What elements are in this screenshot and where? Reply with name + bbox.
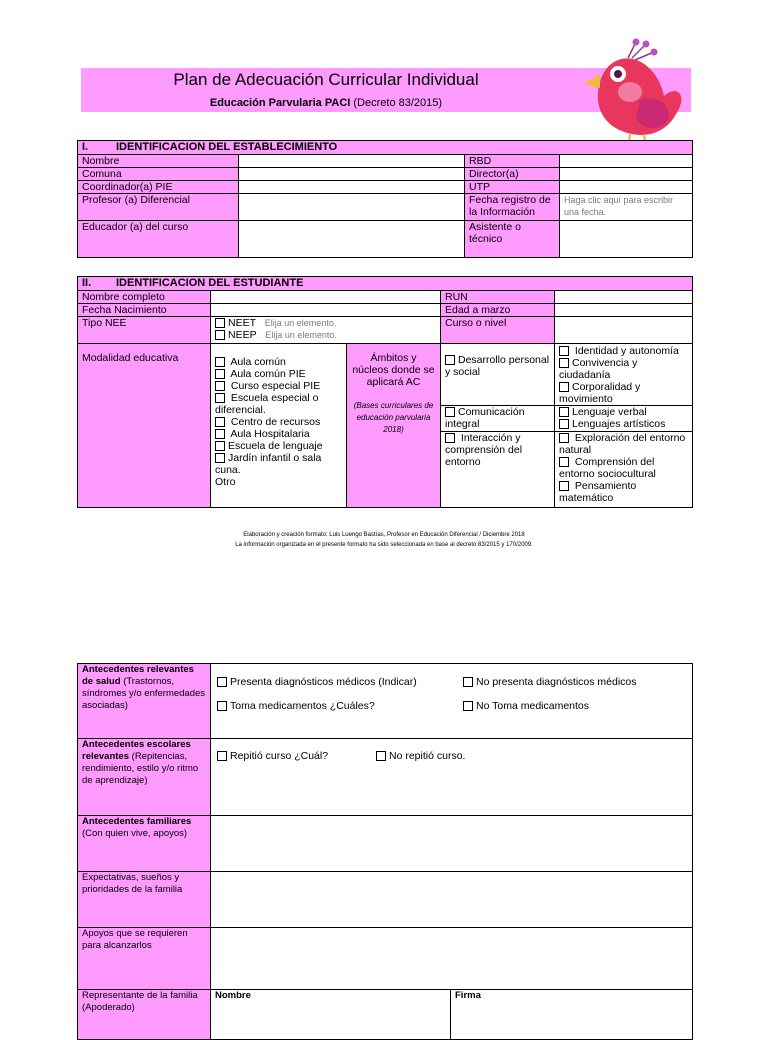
checkbox-aula-hospitalaria[interactable]	[215, 429, 225, 439]
nucleo-item[interactable]	[559, 345, 688, 357]
ambito-desarrollo-label: Desarrollo personal y social	[445, 354, 550, 378]
label-fecha-nacimiento: Fecha Nacimiento	[78, 304, 211, 317]
checkbox-no-repitio[interactable]	[376, 751, 386, 761]
section1-heading	[78, 141, 693, 155]
nucleo-item[interactable]	[559, 480, 688, 504]
escolares-title: Antecedentes escolares relevantes	[82, 739, 191, 762]
repitio-label: Repitió curso ¿Cuál?	[230, 750, 329, 762]
escolares-options	[211, 739, 693, 816]
modalidad-label: Otro	[215, 476, 236, 488]
nucleo-label: Convivencia y ciudadanía	[559, 357, 638, 381]
label-run: RUN	[441, 291, 555, 304]
footer-credit: Elaboración y creación formato: Luis Luengo Bastías, Profesor en Educación Diferencial / Diciembre 2018	[243, 532, 525, 538]
field-firma[interactable]	[451, 990, 693, 1040]
checkbox-aula-comun-pie[interactable]	[215, 369, 225, 379]
checkbox-curso-especial[interactable]	[215, 381, 225, 391]
modalidad-label: Escuela de lenguaje	[228, 440, 323, 452]
checkbox-comunicacion[interactable]	[445, 407, 455, 417]
section2-number: II.	[82, 277, 92, 289]
modalidad-item[interactable]	[215, 428, 342, 440]
nucleo-item[interactable]	[559, 418, 688, 430]
field-coordinador[interactable]	[239, 181, 465, 194]
checkbox-interaccion[interactable]	[445, 433, 455, 443]
ambito-interaccion-cell[interactable]	[441, 432, 555, 508]
section1-number: I.	[82, 141, 89, 153]
firma-label: Firma	[455, 990, 481, 1001]
footer-note: La información organizada en el presente formato ha sido seleccionada en base al decreto 83/2015 y 170/2009.	[235, 542, 533, 548]
salud-title: Antecedentes relevantes de salud	[82, 664, 194, 687]
modalidad-item-otro[interactable]	[215, 476, 342, 488]
label-nombre-completo: Nombre completo	[78, 291, 211, 304]
label-nombre: Nombre	[78, 155, 239, 168]
med-si-label: Toma medicamentos ¿Cuáles?	[230, 700, 375, 712]
dropdown-neep[interactable]: Elija un elemento.	[265, 330, 337, 340]
ambito-comunicacion-label: Comunicación integral	[445, 406, 525, 430]
checkbox-nucleo[interactable]	[559, 358, 569, 368]
label-educador: Educador (a) del curso	[78, 221, 239, 258]
modalidad-item[interactable]	[215, 416, 342, 428]
nucleo-label: Corporalidad y movimiento	[559, 381, 641, 405]
checkbox-med-si[interactable]	[217, 701, 227, 711]
nucleo-item[interactable]	[559, 381, 688, 405]
nucleo-item[interactable]	[559, 357, 688, 381]
option-diag-si[interactable]	[217, 676, 417, 688]
no-repitio-label: No repitió curso.	[389, 750, 466, 762]
label-asistente: Asistente o técnico	[465, 221, 560, 258]
ambitos-cell	[347, 344, 441, 508]
student-table	[77, 276, 693, 508]
field-expectativas[interactable]	[211, 872, 693, 928]
checkbox-aula-comun[interactable]	[215, 357, 225, 367]
option-med-si[interactable]	[217, 700, 375, 712]
diag-si-label: Presenta diagnósticos médicos (Indicar)	[230, 676, 417, 688]
nucleo-item[interactable]	[559, 432, 688, 456]
establishment-table	[77, 140, 693, 258]
checkbox-nucleo[interactable]	[559, 419, 569, 429]
modalidad-label: Curso especial PIE	[230, 380, 321, 392]
modalidad-item[interactable]	[215, 392, 342, 416]
nucleos-desarrollo	[555, 344, 693, 406]
checkbox-nucleo[interactable]	[559, 481, 569, 491]
label-curso-nivel: Curso o nivel	[441, 317, 555, 344]
subtitle-decree: (Decreto 83/2015)	[353, 97, 443, 109]
modalidad-label: Escuela especial o diferencial.	[215, 392, 319, 416]
nucleo-label: Lenguaje verbal	[572, 406, 647, 418]
page-subtitle	[81, 97, 571, 109]
modalidad-item[interactable]	[215, 452, 342, 476]
background-table	[77, 663, 693, 1040]
field-curso-nivel[interactable]	[555, 317, 693, 344]
option-diag-no[interactable]	[463, 676, 637, 688]
modalidad-item[interactable]	[215, 380, 342, 392]
checkbox-med-no[interactable]	[463, 701, 473, 711]
checkbox-nucleo[interactable]	[559, 433, 569, 443]
nucleo-item[interactable]	[559, 406, 688, 418]
label-escolares	[78, 739, 211, 816]
label-expectativas: Expectativas, sueños y prioridades de la familia	[78, 872, 211, 928]
label-familiares	[78, 816, 211, 872]
field-edad[interactable]	[555, 304, 693, 317]
field-profesor[interactable]	[239, 194, 465, 221]
field-director[interactable]	[560, 168, 693, 181]
modalidad-label: Centro de recursos	[230, 416, 321, 428]
ambito-desarrollo-cell[interactable]	[441, 344, 555, 406]
field-nombre[interactable]	[239, 155, 465, 168]
checkbox-desarrollo[interactable]	[445, 355, 455, 365]
page-title: Plan de Adecuación Curricular Individual	[173, 70, 479, 89]
checkbox-escuela-especial[interactable]	[215, 393, 225, 403]
option-repitio[interactable]	[217, 750, 328, 762]
field-comuna[interactable]	[239, 168, 465, 181]
option-med-no[interactable]	[463, 700, 589, 712]
label-representante: Representante de la familia (Apoderado)	[78, 990, 211, 1040]
diag-no-label: No presenta diagnósticos médicos	[476, 676, 637, 688]
nucleo-label: Exploración del entorno natural	[559, 432, 686, 456]
field-educador[interactable]	[239, 221, 465, 258]
field-utp[interactable]	[560, 181, 693, 194]
label-rbd: RBD	[465, 155, 560, 168]
nucleos-comunicacion	[555, 406, 693, 432]
modalidad-item[interactable]	[215, 368, 342, 380]
nucleo-item[interactable]	[559, 456, 688, 480]
label-salud	[78, 664, 211, 739]
ambito-comunicacion-cell[interactable]	[441, 406, 555, 432]
label-fecha-registro: Fecha registro de la Información	[465, 194, 560, 221]
modalidad-item[interactable]	[215, 440, 342, 452]
label-utp: UTP	[465, 181, 560, 194]
modalidad-label: Aula común	[230, 356, 286, 368]
option-no-repitio[interactable]	[376, 750, 465, 762]
checkbox-escuela-lenguaje[interactable]	[215, 441, 225, 451]
checkbox-jardin-infantil[interactable]	[215, 453, 225, 463]
ambito-interaccion-label: Interacción y comprensión del entorno	[445, 432, 523, 468]
modalidad-item[interactable]	[215, 356, 342, 368]
option-neet[interactable]	[215, 317, 436, 329]
subtitle-bold: Educación Parvularia PACI	[209, 97, 351, 109]
field-asistente[interactable]	[560, 221, 693, 258]
familiares-desc: (Con quien vive, apoyos)	[82, 828, 188, 839]
label-edad: Edad a marzo	[441, 304, 555, 317]
checkbox-diag-si[interactable]	[217, 677, 227, 687]
modalidad-label: Aula común PIE	[230, 368, 306, 380]
tipo-nee-options	[211, 317, 441, 344]
nombre-label: Nombre	[215, 990, 251, 1001]
section1-title: IDENTIFICACION DEL ESTABLECIMIENTO	[116, 141, 338, 153]
bases-label: (Bases curriculares de educación parvularia 2018)	[353, 401, 434, 434]
field-nombre-completo[interactable]	[211, 291, 441, 304]
field-fecha-nacimiento[interactable]	[211, 304, 441, 317]
modalidad-options	[211, 344, 347, 508]
nucleo-label: Pensamiento matemático	[559, 480, 637, 504]
checkbox-nucleo[interactable]	[559, 382, 569, 392]
label-director: Director(a)	[465, 168, 560, 181]
label-tipo-nee: Tipo NEE	[78, 317, 211, 344]
checkbox-centro-recursos[interactable]	[215, 417, 225, 427]
nucleo-label: Identidad y autonomía	[574, 345, 679, 357]
checkbox-nucleo[interactable]	[559, 346, 569, 356]
date-placeholder: Haga clic aquí para escribir una fecha.	[564, 195, 674, 217]
label-comuna: Comuna	[78, 168, 239, 181]
modalidad-label: Aula Hospitalaria	[230, 428, 310, 440]
checkbox-diag-no[interactable]	[463, 677, 473, 687]
section2-title: IDENTIFICACION DEL ESTUDIANTE	[116, 277, 304, 289]
field-nombre-representante[interactable]	[211, 990, 451, 1040]
nucleo-label: Lenguajes artísticos	[572, 418, 666, 430]
modalidad-text: Modalidad educativa	[82, 352, 179, 364]
neep-label: NEEP	[228, 329, 257, 341]
field-apoyos[interactable]	[211, 928, 693, 990]
escolares-desc: (Repitencias, rendimiento, estilo y/o ritmo de aprendizaje)	[82, 751, 199, 786]
checkbox-neep[interactable]	[215, 330, 225, 340]
dropdown-neet[interactable]: Elija un elemento.	[264, 318, 337, 328]
nucleos-interaccion	[555, 432, 693, 508]
field-run[interactable]	[555, 291, 693, 304]
label-profesor: Profesor (a) Diferencial	[78, 194, 239, 221]
section2-heading	[78, 277, 693, 291]
familiares-title: Antecedentes familiares	[82, 816, 192, 827]
nucleo-label: Comprensión del entorno sociocultural	[559, 456, 656, 480]
field-familiares[interactable]	[211, 816, 693, 872]
salud-options	[211, 664, 693, 739]
checkbox-repitio[interactable]	[217, 751, 227, 761]
option-neep[interactable]	[215, 329, 436, 341]
salud-desc: (Trastornos, síndromes y/o enfermedades asociadas)	[82, 676, 206, 711]
label-modalidad	[78, 344, 211, 508]
label-coordinador: Coordinador(a) PIE	[78, 181, 239, 194]
checkbox-neet[interactable]	[215, 318, 225, 328]
modalidad-label: Jardín infantil o sala cuna.	[215, 452, 322, 476]
field-rbd[interactable]	[560, 155, 693, 168]
neet-label: NEET	[228, 317, 257, 329]
med-no-label: No Toma medicamentos	[476, 700, 590, 712]
ambitos-label: Ámbitos y núcleos donde se aplicará AC	[352, 352, 435, 388]
label-apoyos: Apoyos que se requieren para alcanzarlos	[78, 928, 211, 990]
checkbox-nucleo[interactable]	[559, 457, 569, 467]
checkbox-nucleo[interactable]	[559, 407, 569, 417]
date-picker-fecha[interactable]	[560, 194, 693, 221]
